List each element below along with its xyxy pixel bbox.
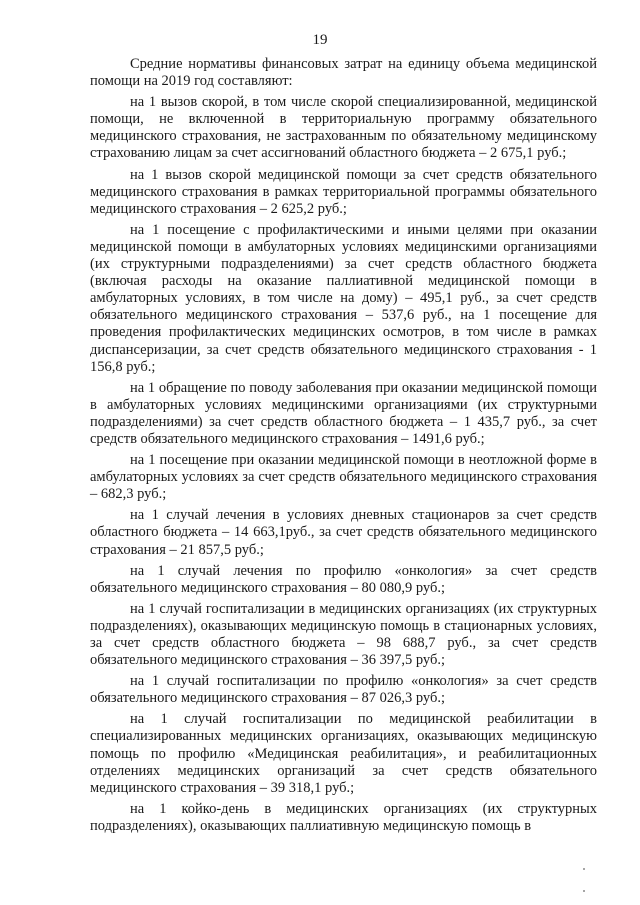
paragraph-ambulance-regional: на 1 вызов скорой, в том числе скорой специализированной, медицинской помощи, не включенной в территориальную программу обязательного медицинского страхования, не застрахованным по обязательному медицинскому страхованию лицам за счет ассигнований областного бюджета – 2 675,1 руб.; xyxy=(90,94,597,162)
paragraph-preventive-visit: на 1 посещение с профилактическими и иными целями при оказании медицинской помощи в амбулаторных условиях медицинскими организациями (их структурными подразделениями) за счет средств областного бюджета (включая расходы на оказание паллиативной медицинской помощи в амбулаторных условиях, в том числе на дому) – 495,1 руб., за счет средств обязательного медицинского страхования – 537,6 руб., на 1 посещение для проведения профилактических медицинских осмотров, в том числе в рамках диспансеризации, за счет средств обязательного медицинского страхования - 1 156,8 руб.; xyxy=(90,221,597,375)
paragraph-disease-appeal: на 1 обращение по поводу заболевания при оказании медицинской помощи в амбулаторных условиях медицинскими организациями (их структурными подразделениями) за счет средств областного бюджета – 1 435,7 руб., за счет средств обязательного медицинского страхования – 1491,6 руб.; xyxy=(90,379,597,447)
scan-dot xyxy=(583,890,585,892)
paragraph-intro: Средние нормативы финансовых затрат на единицу объема медицинской помощи на 2019 год составляют: xyxy=(90,56,597,90)
paragraph-hospitalization: на 1 случай госпитализации в медицинских организациях (их структурных подразделениях), оказывающих медицинскую помощь в стационарных условиях, за счет средств областного бюджета – 98 688,7 руб., за счет средств обязательного медицинского страхования – 36 397,5 руб.; xyxy=(90,600,597,669)
paragraph-urgent-visit: на 1 посещение при оказании медицинской помощи в неотложной форме в амбулаторных условиях за счет средств обязательного медицинского страхования – 682,3 руб.; xyxy=(90,452,597,503)
scan-dot xyxy=(583,868,585,870)
paragraph-palliative-bed-day: на 1 койко-день в медицинских организациях (их структурных подразделениях), оказывающих паллиативную медицинскую помощь в xyxy=(90,800,597,834)
paragraph-oncology-hospitalization: на 1 случай госпитализации по профилю «онкология» за счет средств обязательного медицинского страхования – 87 026,3 руб.; xyxy=(90,673,597,707)
paragraph-rehabilitation: на 1 случай госпитализации по медицинской реабилитации в специализированных медицинских организациях, оказывающих медицинскую помощь по профилю «Медицинская реабилитация», и реабилитационных отделениях медицинских организаций за счет средств обязательного медицинского страхования – 39 318,1 руб.; xyxy=(90,711,597,796)
body-text xyxy=(90,56,597,839)
paragraph-ambulance-oms: на 1 вызов скорой медицинской помощи за счет средств обязательного медицинского страхования в рамках территориальной программы обязательного медицинского страхования – 2 625,2 руб.; xyxy=(90,166,597,217)
paragraph-day-hospital: на 1 случай лечения в условиях дневных стационаров за счет средств областного бюджета – 14 663,1руб., за счет средств обязательного медицинского страхования – 21 857,5 руб.; xyxy=(90,507,597,558)
paragraph-oncology-treatment: на 1 случай лечения по профилю «онкология» за счет средств обязательного медицинского страхования – 80 080,9 руб.; xyxy=(90,562,597,596)
page-number: 19 xyxy=(312,32,328,48)
